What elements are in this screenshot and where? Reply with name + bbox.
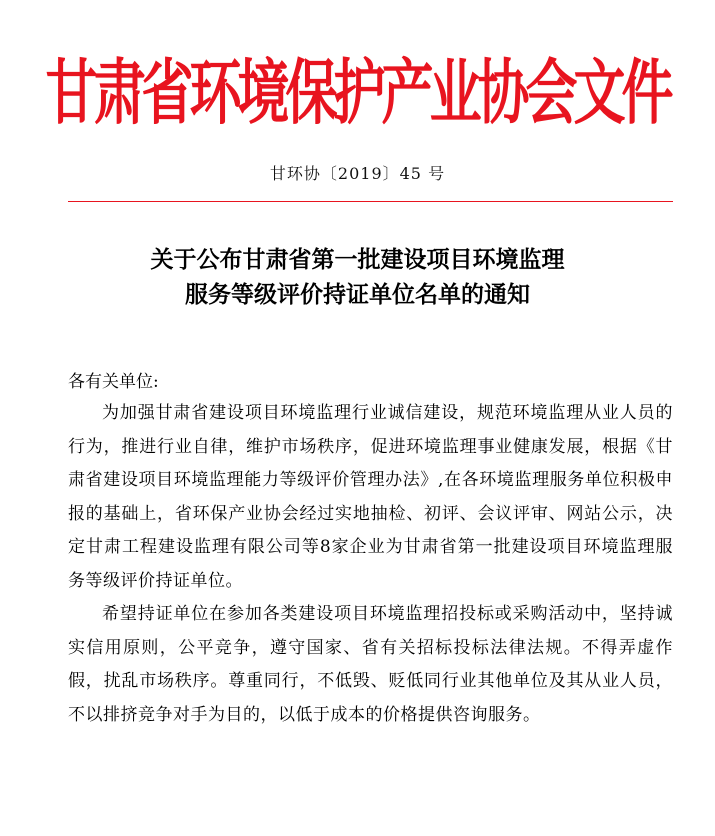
- document-number: 甘环协〔2019〕45 号: [269, 164, 446, 183]
- header-divider-line: [68, 201, 673, 202]
- notice-body: [68, 397, 673, 732]
- notice-title-line-1: 关于公布甘肃省第一批建设项目环境监理: [150, 247, 565, 273]
- organization-document-header: 甘肃省环境保护产业协会文件: [45, 53, 670, 135]
- notice-title: [0, 243, 715, 313]
- body-paragraph: 希望持证单位在参加各类建设项目环境监理招投标或采购活动中，坚持诚实信用原则，公平竞争，遵守国家、省有关招标投标法律法规。不得弄虚作假，扰乱市场秩序。尊重同行，不低毁、贬低同行业其他单位及其从业人员，不以排挤竞争对手为目的，以低于成本的价格提供咨询服务。: [68, 604, 673, 725]
- notice-title-line-2: 服务等级评价持证单位名单的通知: [185, 282, 530, 308]
- salutation: 各有关单位:: [68, 372, 159, 392]
- body-paragraph: 为加强甘肃省建设项目环境监理行业诚信建设，规范环境监理从业人员的行为，推进行业自律，维护市场秩序，促进环境监理事业健康发展，根据《甘肃省建设项目环境监理能力等级评价管理办法》,在各环境监理服务单位积极申报的基础上，省环保产业协会经过实地抽检、初评、会议评审、网站公示，决定甘肃工程建设监理有限公司等8家企业为甘肃省第一批建设项目环境监理服务等级评价持证单位。: [68, 403, 673, 591]
